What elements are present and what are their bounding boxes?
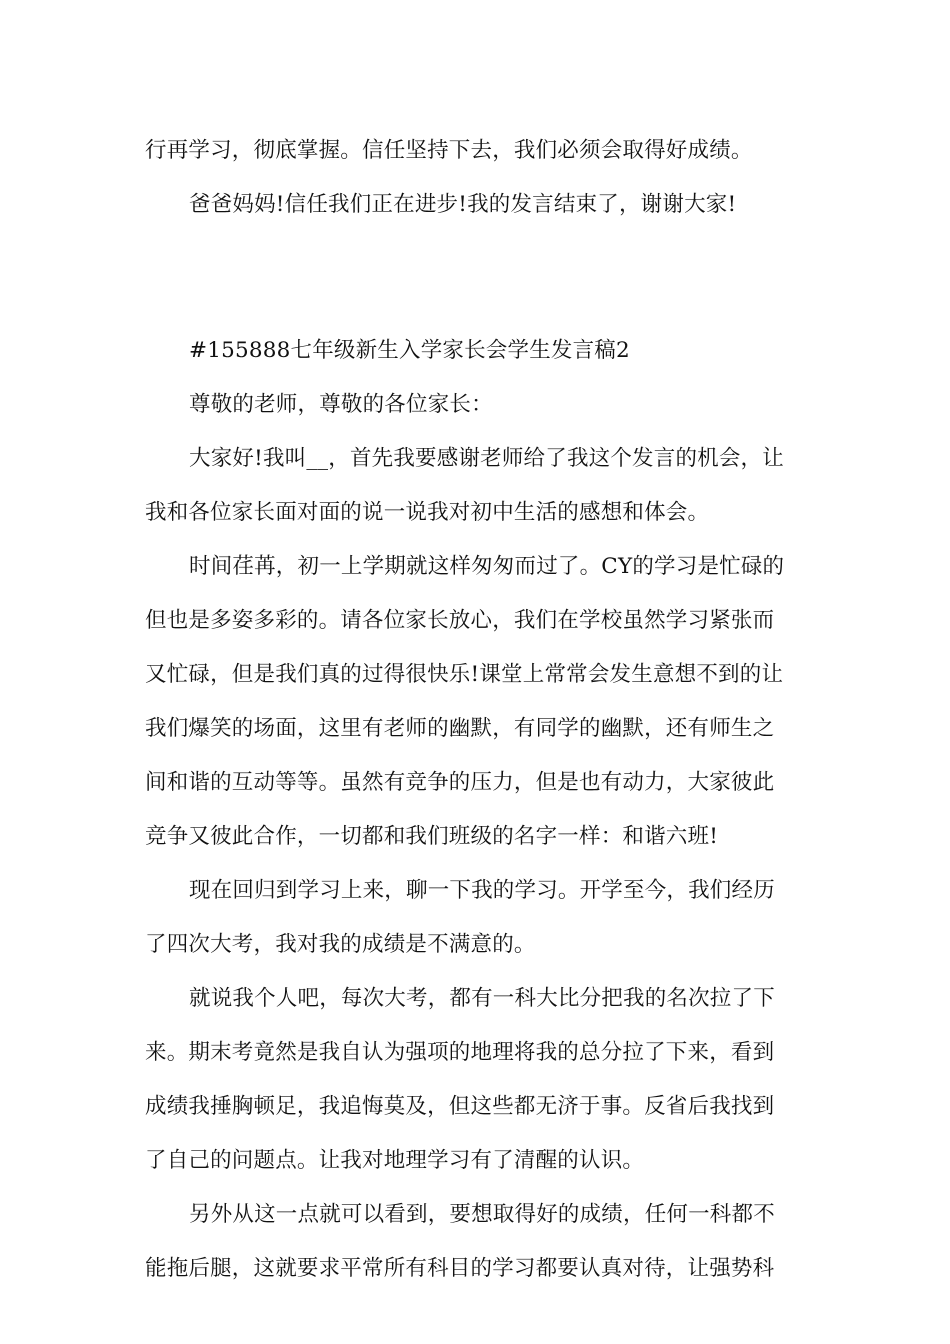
- paragraph-1-line-2: 我和各位家长面对面的说一说我对初中生活的感想和体会。: [145, 500, 710, 525]
- salutation: 尊敬的老师，尊敬的各位家长：: [189, 392, 493, 417]
- speech-title: #155888七年级新生入学家长会学生发言稿2: [189, 338, 630, 363]
- previous-speech-ending: [145, 124, 809, 232]
- paragraph-5-line-2: 能拖后腿，这就要求平常所有科目的学习都要认真对待，让强势科: [145, 1256, 775, 1281]
- paragraph-2-line-4: 我们爆笑的场面，这里有老师的幽默，有同学的幽默，还有师生之: [145, 716, 775, 741]
- text-line: 行再学习，彻底掌握。信任坚持下去，我们必须会取得好成绩。: [145, 138, 753, 163]
- speech-body: [145, 324, 809, 1296]
- paragraph-2-line-3: 又忙碌，但是我们真的过得很快乐!课堂上常常会发生意想不到的让: [145, 662, 784, 687]
- paragraph-4-line-2: 来。期末考竟然是我自认为强项的地理将我的总分拉了下来，看到: [145, 1040, 775, 1065]
- paragraph-3-line-1: 现在回归到学习上来，聊一下我的学习。开学至今，我们经历: [189, 878, 775, 903]
- paragraph-2-line-1: 时间荏苒，初一上学期就这样匆匆而过了。CY的学习是忙碌的: [189, 554, 785, 579]
- closing-line: 爸爸妈妈!信任我们正在进步!我的发言结束了，谢谢大家!: [189, 192, 737, 217]
- paragraph-5-line-1: 另外从这一点就可以看到，要想取得好的成绩，任何一科都不: [189, 1202, 775, 1227]
- paragraph-2-line-2: 但也是多姿多彩的。请各位家长放心，我们在学校虽然学习紧张而: [145, 608, 775, 633]
- paragraph-2-line-5: 间和谐的互动等等。虽然有竞争的压力，但是也有动力，大家彼此: [145, 770, 775, 795]
- paragraph-4-line-3: 成绩我捶胸顿足，我追悔莫及，但这些都无济于事。反省后我找到: [145, 1094, 775, 1119]
- paragraph-2-line-6: 竞争又彼此合作，一切都和我们班级的名字一样：和谐六班!: [145, 824, 719, 849]
- paragraph-3-line-2: 了四次大考，我对我的成绩是不满意的。: [145, 932, 536, 957]
- paragraph-4-line-4: 了自己的问题点。让我对地理学习有了清醒的认识。: [145, 1148, 645, 1173]
- paragraph-4-line-1: 就说我个人吧，每次大考，都有一科大比分把我的名次拉了下: [189, 986, 775, 1011]
- paragraph-1-line-1: 大家好!我叫__，首先我要感谢老师给了我这个发言的机会，让: [189, 446, 784, 471]
